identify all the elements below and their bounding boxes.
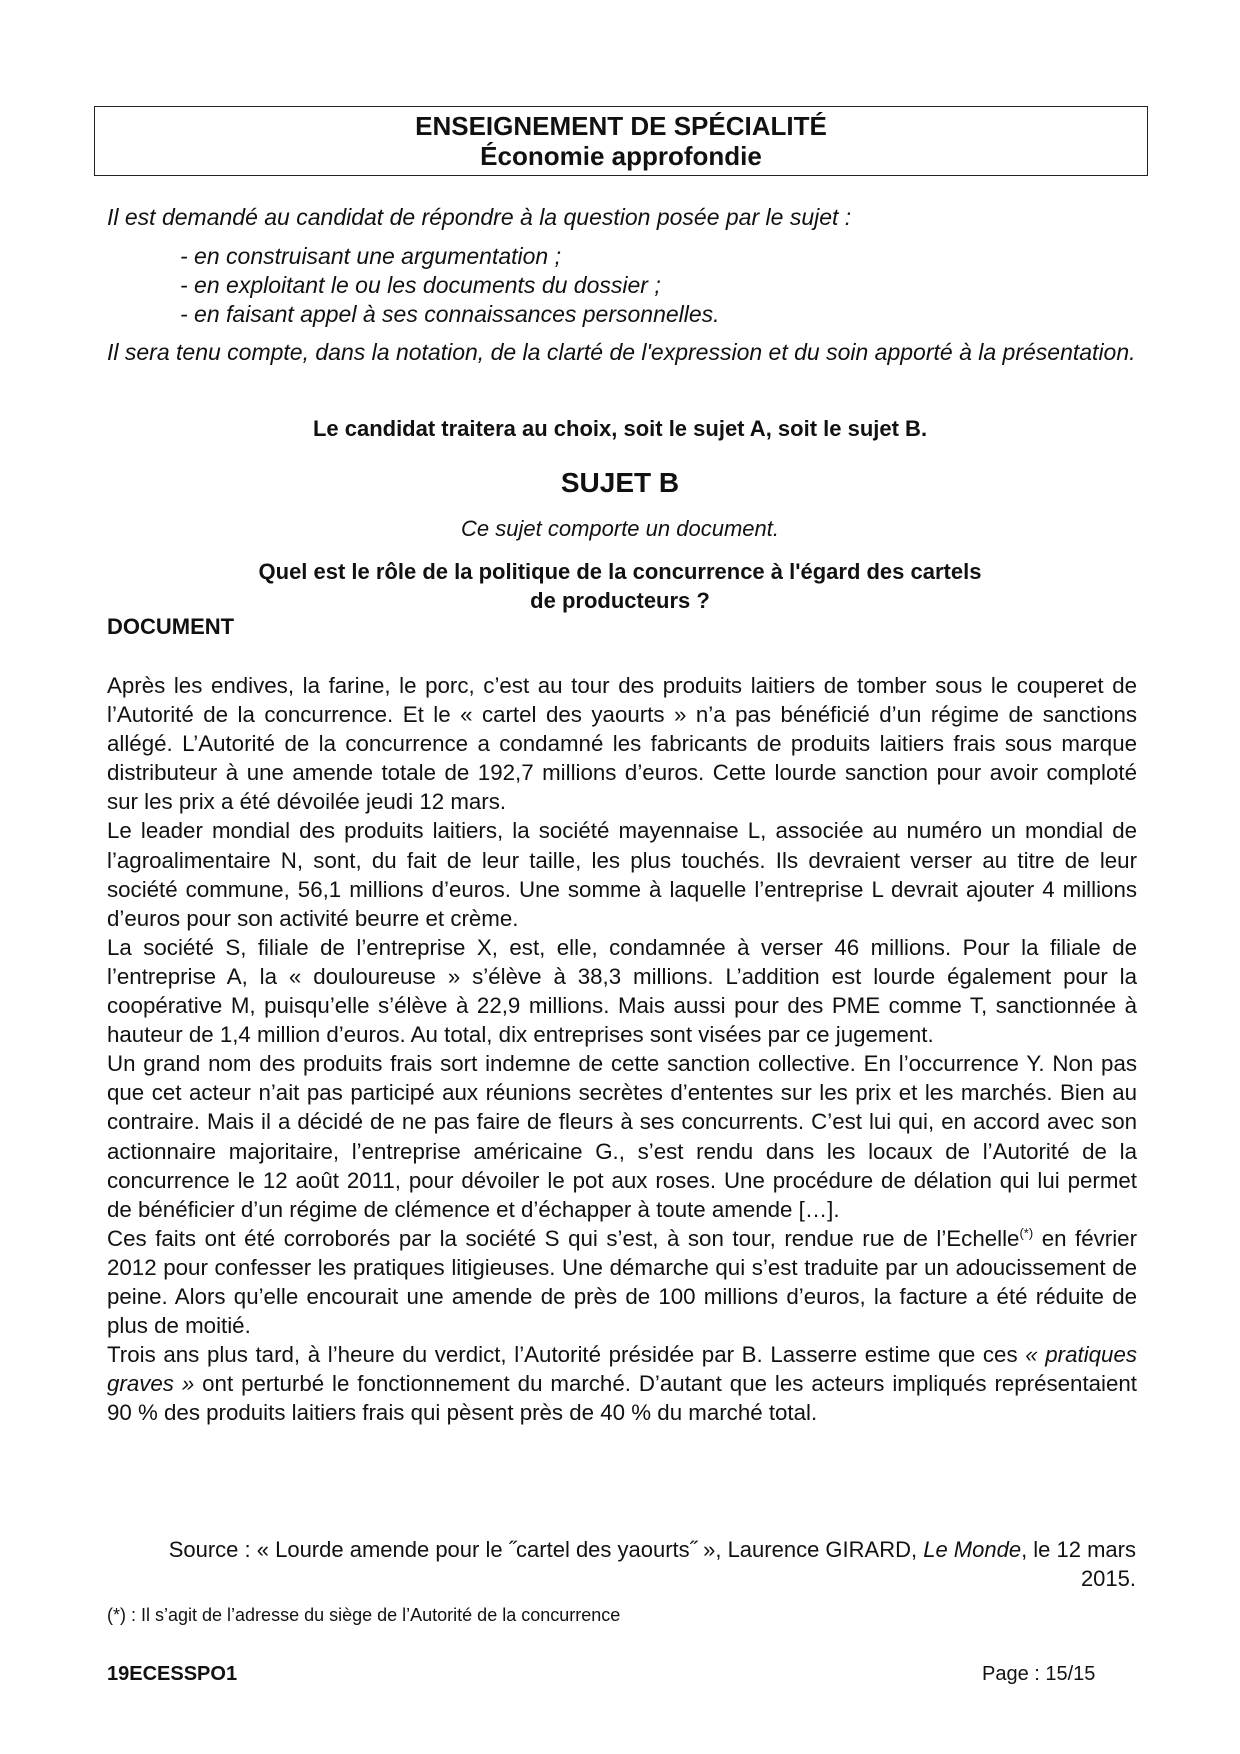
instructions-bullets (180, 242, 1137, 329)
subject-choice: Le candidat traitera au choix, soit le sujet A, soit le sujet B. (312, 416, 928, 441)
question-line: de producteurs ? (530, 588, 710, 613)
paragraph-text: en février 2012 pour confesser les pratiques litigieuses. Une démarche qui s’est traduite par un adoucissement de peine. Alors qu’elle encourait une amende de près de 100 millions d’euros, la facture a été réduite de plus de moitié. (107, 1225, 1138, 1339)
paragraph-text: Trois ans plus tard, à l’heure du verdict, l’Autorité présidée par B. Lasserre estime que ces (107, 1342, 1026, 1368)
paragraph-text: Ces faits ont été corroborés par la société S qui s’est, à son tour, rendue rue de l’Echelle (107, 1225, 1020, 1251)
instruction-bullet: - en construisant une argumentation ; (180, 243, 562, 269)
document-paragraph (107, 1224, 1137, 1340)
document-paragraph: La société S, filiale de l’entreprise X, est, elle, condamnée à verser 46 millions. Pour la filiale de l’entreprise A, la « douloureuse » s’élève à 38,3 millions. L’addition est lourde également pour la coopérative M, puisqu’elle s’élève à 22,9 millions. Mais aussi pour des PME comme T, sanctionnée à hauteur de 1,4 million d’euros. Au total, dix entreprises sont visées par ce jugement. (107, 934, 1137, 1048)
question-line: Quel est le rôle de la politique de la concurrence à l'égard des cartels (258, 559, 982, 584)
instruction-bullet: - en faisant appel à ses connaissances personnelles. (180, 301, 720, 327)
document-body (107, 671, 1137, 1427)
instruction-bullet: - en exploitant le ou les documents du dossier ; (180, 272, 661, 298)
document-label: DOCUMENT (107, 614, 235, 639)
instructions (107, 203, 1137, 367)
instructions-notation: Il sera tenu compte, dans la notation, de la clarté de l'expression et du soin apporté à la présentation. (107, 339, 1136, 365)
instructions-intro: Il est demandé au candidat de répondre à la question posée par le sujet : (107, 204, 852, 230)
source-suffix: , le 12 mars 2015. (1021, 1537, 1136, 1591)
footnote-marker: (*) (1019, 1225, 1034, 1241)
document-paragraph (107, 1340, 1137, 1427)
quoted-phrase: « pratiques graves » (107, 1342, 1137, 1397)
sujet-title: SUJET B (560, 467, 680, 498)
document-paragraph: Le leader mondial des produits laitiers, la société mayennaise L, associée au numéro un mondial de l’agroalimentaire N, sont, du fait de leur taille, les plus touchés. Ils devraient verser au titre de leur société commune, 56,1 millions d’euros. Une somme à laquelle l’entreprise L devrait ajouter 4 millions d’euros pour son activité beurre et crème. (107, 818, 1137, 931)
footer-code: 19ECESSPO1 (107, 1663, 238, 1685)
header-title: ENSEIGNEMENT DE SPÉCIALITÉ (415, 111, 827, 141)
sujet-question (0, 557, 1240, 615)
header-box (94, 106, 1148, 176)
header-subtitle: Économie approfondie (480, 141, 762, 171)
footer-page-number: Page : 15/15 (982, 1663, 1096, 1685)
document-paragraph: Un grand nom des produits frais sort indemne de cette sanction collective. En l’occurrence Y. Non pas que cet acteur n’ait pas participé aux réunions secrètes d’ententes sur les prix et les marchés. Bien au contraire. Mais il a décidé de ne pas faire de fleurs à ses concurrents. C’est lui qui, en accord avec son actionnaire majoritaire, l’entreprise américaine G., s’est rendu dans les locaux de l’Autorité de la concurrence le 12 août 2011, pour dévoiler le pot aux roses. Une procédure de délation qui lui permet de bénéficier d’un régime de clémence et d’échapper à toute amende […]. (107, 1051, 1137, 1222)
source-prefix: Source : « Lourde amende pour le ˝cartel des yaourts˝ », Laurence GIRARD, (168, 1537, 924, 1562)
document-paragraph: Après les endives, la farine, le porc, c’est au tour des produits laitiers de tomber sous le couperet de l’Autorité de la concurrence. Et le « cartel des yaourts » n’a pas bénéficié d’un régime de sanctions allégé. L’Autorité de la concurrence a condamné les fabricants de produits laitiers frais sous marque distributeur à une amende totale de 192,7 millions d’euros. Cette lourde sanction pour avoir comploté sur les prix a été dévoilée jeudi 12 mars. (107, 673, 1137, 815)
source-citation (126, 1535, 1136, 1593)
sujet-comporte: Ce sujet comporte un document. (461, 516, 779, 541)
footnote: (*) : Il s’agit de l’adresse du siège de l’Autorité de la concurrence (107, 1605, 621, 1625)
source-journal: Le Monde (923, 1537, 1022, 1562)
paragraph-text: ont perturbé le fonctionnement du marché. D’autant que les acteurs impliqués représentaient 90 % des produits laitiers frais qui pèsent près de 40 % du marché total. (107, 1371, 1137, 1426)
